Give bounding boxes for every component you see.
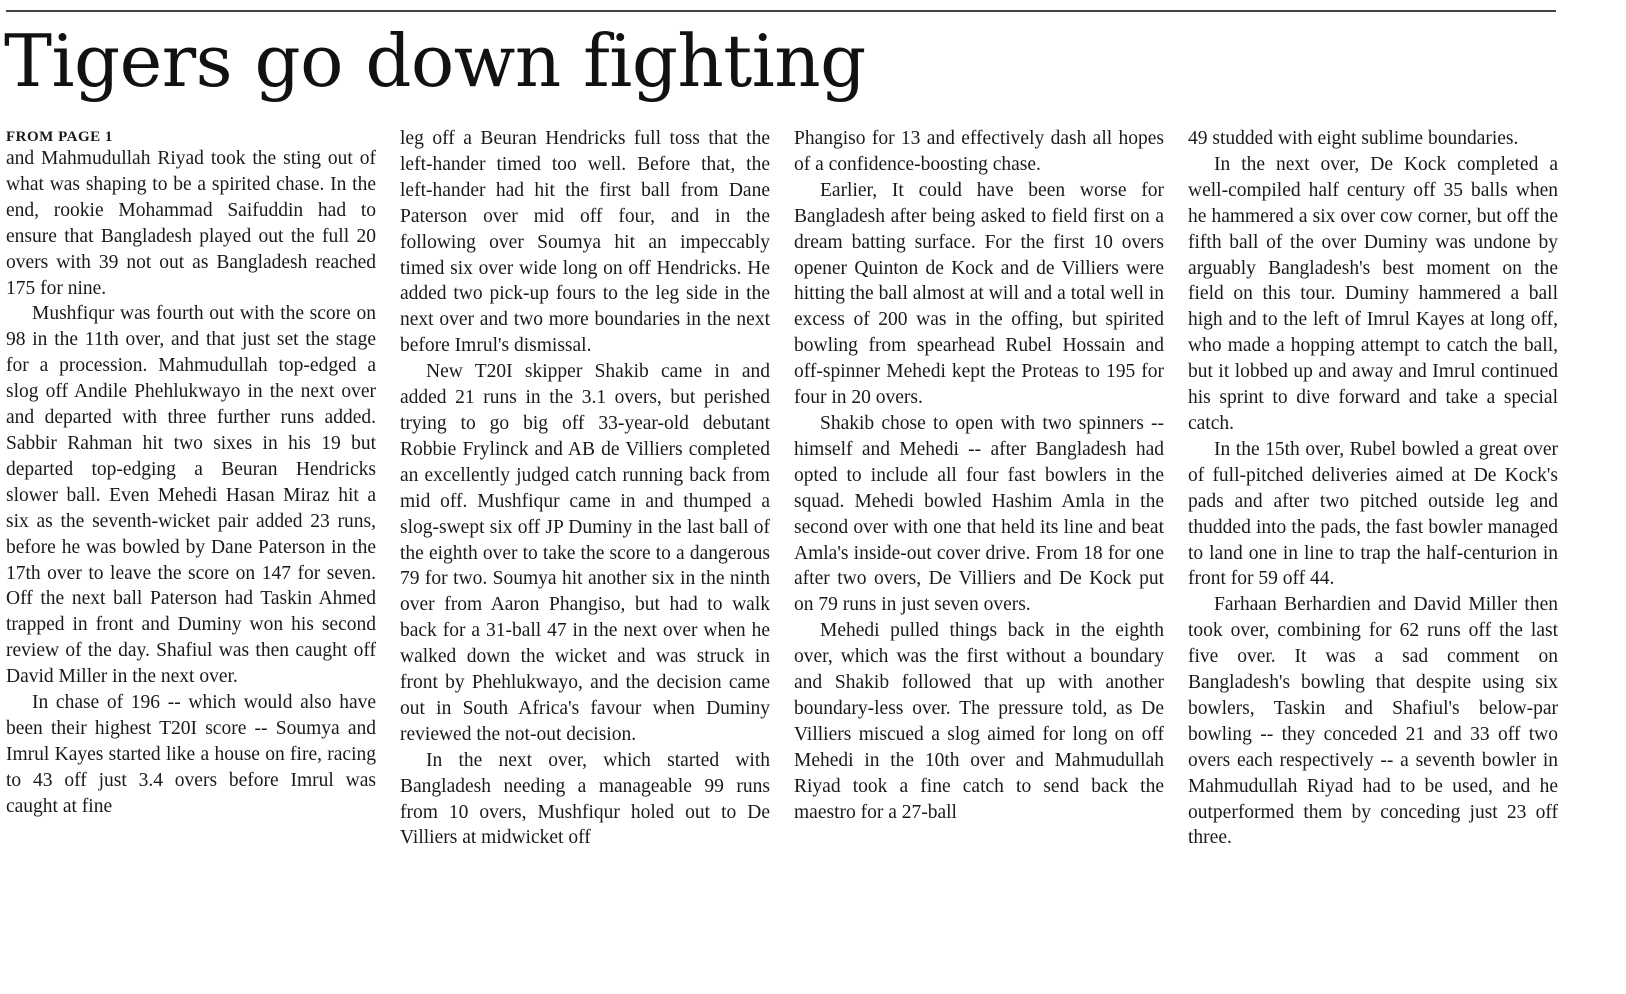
paragraph: In the next over, De Kock completed a well-compiled half century off 35 balls when he hammered a six over cow corner, but off the fifth ball of the over Duminy was undone by arguably Bangladesh's best moment on the field on this tour. Duminy hammered a ball high and to the left of Imrul Kayes at long off, who made a hopping attempt to catch the ball, but it lobbed up and away and Imrul continued his sprint to dive forward and take a special catch. xyxy=(1188,153,1558,434)
paragraph: Earlier, It could have been worse for Bangladesh after being asked to field first on a dream batting surface. For the first 10 overs opener Quinton de Kock and de Villiers were hitting the ball almost at will and a total well in excess of 200 was in the offing, but spirited bowling from spearhead Rubel Hossain and off-spinner Mehedi kept the Proteas to 195 for four in 20 overs. xyxy=(794,179,1164,409)
paragraph: Farhaan Berhardien and David Miller then took over, combining for 62 runs off the last five over. It was a sad comment on Bangladesh's bowling that despite using six bowlers, Taskin and Shafiul's below-par bowling -- they conceded 21 and 33 off two overs each respectively -- a seventh bowler in Mahmudullah Riyad had to be used, and he outperformed them by conceding just 23 off three. xyxy=(1188,594,1558,849)
paragraph: Mushfiqur was fourth out with the score on 98 in the 11th over, and that just set the stage for a procession. Mahmudullah top-edged a slog off Andile Phehlukwayo in the next over and departed with three further runs added. Sabbir Rahman hit two sixes in his 19 but departed top-edging a Beuran Hendricks slower ball. Even Mehedi Hasan Miraz hit a six as the seventh-wicket pair added 23 runs, before he was bowled by Dane Paterson in the 17th over to leave the score on 147 for seven. Off the next ball Paterson had Taskin Ahmed trapped in front and Duminy won his second review of the day. Shafiul was then caught off David Miller in the next over. xyxy=(6,303,376,688)
article-body xyxy=(6,126,1556,986)
headline: Tigers go down fighting xyxy=(4,19,866,103)
paragraph: Phangiso for 13 and effectively dash all hopes of a confidence-boosting chase. xyxy=(794,128,1164,175)
paragraph: Shakib chose to open with two spinners -- himself and Mehedi -- after Bangladesh had opted to include all four fast bowlers in the squad. Mehedi bowled Hashim Amla in the second over with one that held its line and beat Amla's inside-out cover drive. From 18 for one after two overs, De Villiers and De Kock put on 79 runs in just seven overs. xyxy=(794,412,1164,616)
paragraph: Mehedi pulled things back in the eighth over, which was the first without a boundary and Shakib followed that up with another boundary-less over. The pressure told, as De Villiers miscued a slog aimed for long on off Mehedi in the 10th over and Mahmudullah Riyad took a fine catch to send back the maestro for a 27-ball xyxy=(794,620,1164,823)
paragraph: New T20I skipper Shakib came in and added 21 runs in the 3.1 overs, but perished trying to go big off 33-year-old debutant Robbie Frylinck and AB de Villiers completed an excellently judged catch running back from mid off. Mushfiqur came in and thumped a slog-swept six off JP Duminy in the last ball of the eighth over to take the score to a dangerous 79 for two. Soumya hit another six in the ninth over from Aaron Phangiso, but had to walk back for a 31-ball 47 in the next over when he walked down the wicket and was struck in front by Phehlukwayo, and the decision came out in South Africa's favour when Duminy reviewed the not-out decision. xyxy=(400,361,770,745)
column-2 xyxy=(400,126,770,986)
column-4 xyxy=(1188,126,1558,986)
kicker: FROM PAGE 1 xyxy=(6,129,113,145)
paragraph: and Mahmudullah Riyad took the sting out of what was shaping to be a spirited chase. In the end, rookie Mohammad Saifuddin had to ensure that Bangladesh played out the full 20 overs with 39 not out as Bangladesh reached 175 for nine. xyxy=(6,148,376,299)
paragraph: 49 studded with eight sublime boundaries. xyxy=(1188,128,1519,149)
paragraph: In the 15th over, Rubel bowled a great over of full-pitched deliveries aimed at De Kock's pads and after two pitched outside leg and thudded into the pads, the fast bowler managed to land one in line to trap the half-centurion in front for 59 off 44. xyxy=(1188,438,1558,590)
top-rule xyxy=(6,10,1556,12)
paragraph: In the next over, which started with Bangladesh needing a manageable 99 runs from 10 overs, Mushfiqur holed out to De Villiers at midwicket off xyxy=(400,749,770,849)
paragraph: In chase of 196 -- which would also have been their highest T20I score -- Soumya and Imrul Kayes started like a house on fire, racing to 43 off just 3.4 overs before Imrul was caught at fine xyxy=(6,692,376,817)
column-1 xyxy=(6,126,376,986)
column-3 xyxy=(794,126,1164,986)
paragraph: leg off a Beuran Hendricks full toss that the left-hander timed too well. Before that, the left-hander had hit the first ball from Dane Paterson over mid off four, and in the following over Soumya hit an impeccably timed six over wide long on off Hendricks. He added two pick-up fours to the leg side in the next over and two more boundaries in the next before Imrul's dismissal. xyxy=(400,128,770,357)
